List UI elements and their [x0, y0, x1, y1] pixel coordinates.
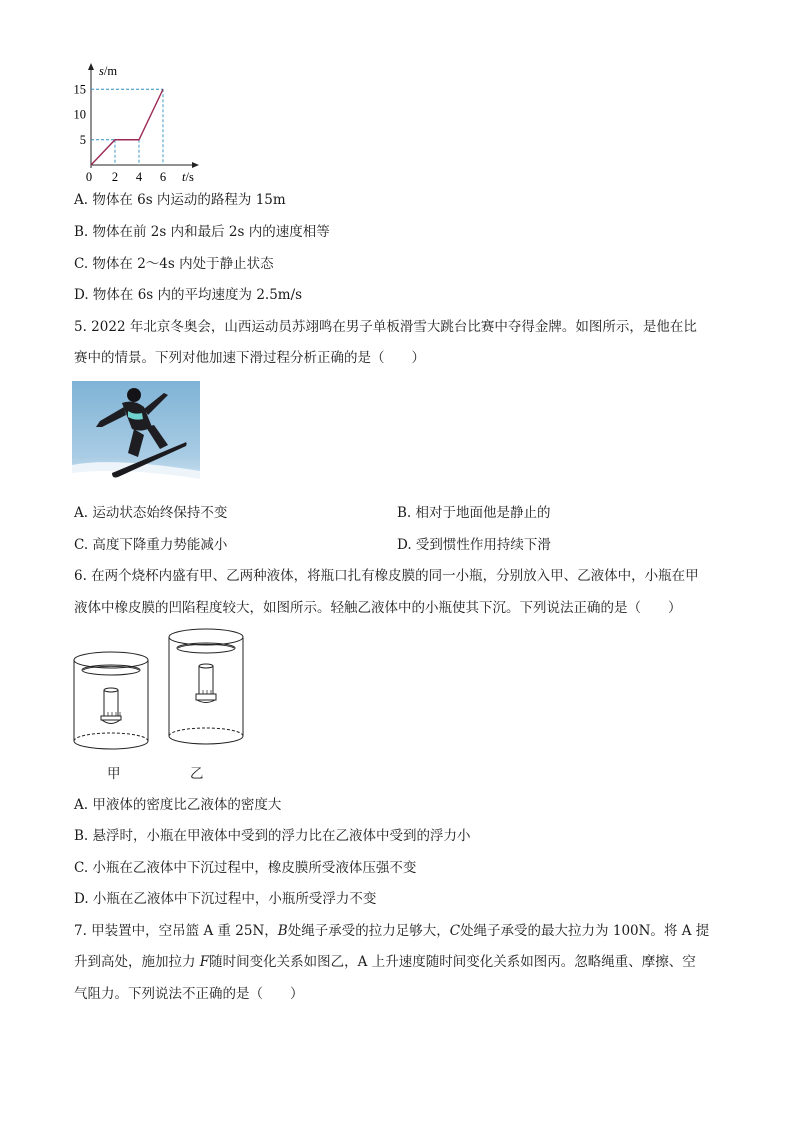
x-tick-label: 6 — [159, 170, 167, 184]
x-axis-label: t/s — [182, 170, 194, 184]
s-t-line — [91, 89, 163, 165]
q6-option-b: B. 悬浮时，小瓶在甲液体中受到的浮力比在乙液体中受到的浮力小 — [74, 828, 471, 844]
q6-stem-line2: 液体中橡皮膜的凹陷程度较大，如图所示。轻触乙液体中的小瓶使其下沉。下列说法正确的是（ ） — [74, 600, 682, 616]
y-axis-label: s/m — [99, 64, 118, 78]
q5-stem-line2: 赛中的情景。下列对他加速下滑过程分析正确的是（ ） — [74, 350, 425, 366]
y-axis-arrow — [88, 63, 94, 70]
x-axis-arrow — [192, 162, 199, 168]
q5-option-a: A. 运动状态始终保持不变 — [74, 505, 228, 521]
snowboarder-photo — [72, 381, 200, 489]
q5-option-d: D. 受到惯性作用持续下滑 — [397, 537, 551, 553]
x-tick-label: 2 — [111, 170, 119, 184]
q5-option-b: B. 相对于地面他是静止的 — [397, 505, 551, 521]
q7-stem-line1: 7. 甲装置中，空吊篮 A 重 25N，B处绳子承受的拉力足够大，C处绳子承受的最大拉力为 100N。将 A 提 — [74, 923, 710, 939]
q6-option-a: A. 甲液体的密度比乙液体的密度大 — [74, 797, 282, 813]
q7-stem-line3: 气阻力。下列说法不正确的是（ ） — [74, 986, 304, 1002]
label-yi: 乙 — [190, 766, 204, 782]
beaker-jia — [74, 652, 148, 749]
x-tick-label: 4 — [135, 170, 143, 184]
beaker-yi — [169, 629, 243, 744]
x-tick-label: 0 — [85, 170, 93, 184]
q4-option-b: B. 物体在前 2s 内和最后 2s 内的速度相等 — [74, 224, 330, 240]
y-tick-label: 15 — [73, 82, 86, 97]
q4-option-d: D. 物体在 6s 内的平均速度为 2.5m/s — [74, 287, 303, 303]
q5-option-c: C. 高度下降重力势能减小 — [74, 537, 228, 553]
q6-stem-line1: 6. 在两个烧杯内盛有甲、乙两种液体，将瓶口扎有橡皮膜的同一小瓶，分别放入甲、乙液体中，小瓶在甲 — [74, 568, 699, 584]
beakers-diagram — [68, 624, 248, 784]
y-tick-label: 10 — [73, 107, 86, 122]
q5-stem-line1: 5. 2022 年北京冬奥会，山西运动员苏翊鸣在男子单板滑雪大跳台比赛中夺得金牌。如图所示，是他在比 — [74, 319, 697, 335]
q4-option-c: C. 物体在 2～4s 内处于静止状态 — [74, 256, 274, 272]
s-t-graph — [68, 60, 218, 190]
q6-option-d: D. 小瓶在乙液体中下沉过程中，小瓶所受浮力不变 — [74, 891, 377, 907]
q7-stem-line2: 升到高处，施加拉力 F随时间变化关系如图乙，A 上升速度随时间变化关系如图丙。忽略绳重、摩擦、空 — [74, 954, 696, 970]
q6-option-c: C. 小瓶在乙液体中下沉过程中，橡皮膜所受液体压强不变 — [74, 860, 417, 876]
q4-option-a: A. 物体在 6s 内运动的路程为 15m — [74, 192, 286, 208]
y-tick-label: 5 — [79, 132, 86, 147]
label-jia: 甲 — [107, 766, 121, 782]
